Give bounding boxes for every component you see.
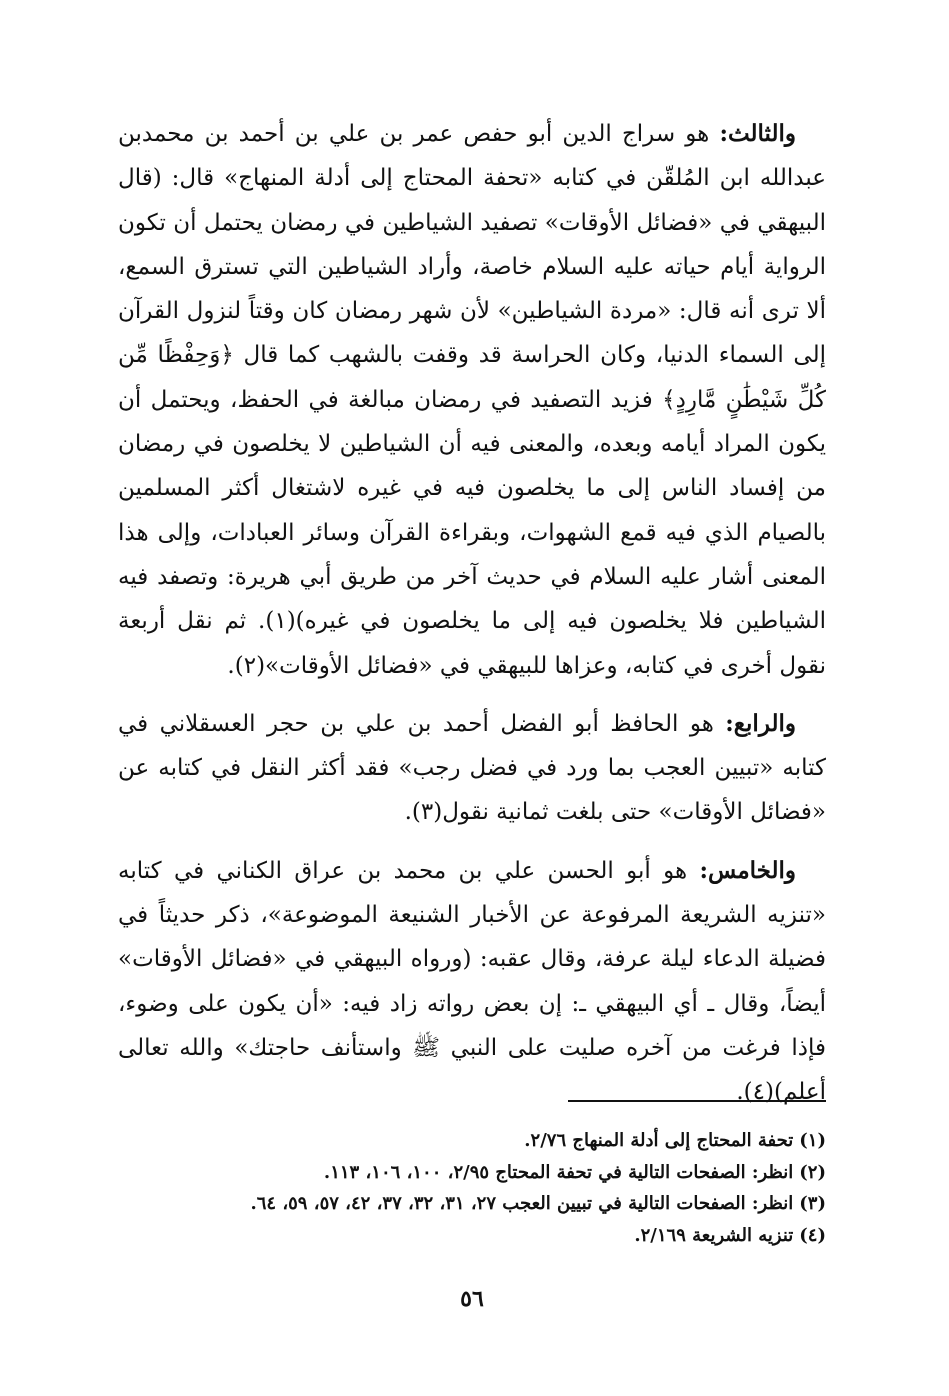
footnote-separator [568,1100,826,1102]
paragraph-lead: والرابع: [725,709,797,737]
paragraph-text: هو الحافظ أبو الفضل أحمد بن علي بن حجر العسقلاني في كتابه «تبيين العجب بما ورد في فضل رجب» فقد أكثر النقل في كتابه عن «فضائل الأوقات» حتى بلغت ثمانية نقول(٣). [118,710,826,826]
footnote-number: (٣) [799,1193,826,1214]
paragraph-lead: والثالث: [719,120,796,147]
footnote-item [118,1157,826,1189]
footnote-item [118,1220,826,1252]
paragraph-text: هو أبو الحسن علي بن محمد بن عراق الكناني في كتابه «تنزيه الشريعة المرفوعة عن الأخبار الشنيعة الموضوعة»، ذكر حديثاً في فضيلة الدعاء ليلة عرفة، وقال عقبه: (ورواه البيهقي في «فضائل الأوقات» أيضاً، وقال ـ أي البيهقي ـ: إن بعض رواته زاد فيه: «أن يكون على وضوء، فإذا فرغت من آخره صليت على النبي ﷺ واستأنف حاجتك» والله تعالى أعلم)(٤). [118,857,826,1106]
paragraph-lead: والخامس: [699,856,796,884]
footnote-item [118,1125,826,1157]
footnote-number: (٢) [799,1161,826,1183]
paragraph-fifth-source [118,849,826,1115]
page-number: ٥٦ [460,1286,484,1312]
paragraph-fourth-source [118,702,826,835]
book-page [118,0,826,1396]
footnote-text: تنزيه الشريعة ٢/١٦٩. [634,1224,794,1246]
main-text [118,112,826,1115]
footnote-text: انظر: الصفحات التالية في تبيين العجب ٢٧، ٣١، ٣٢، ٣٧، ٤٢، ٥٧، ٥٩، ٦٤. [250,1193,794,1214]
footnote-text: تحفة المحتاج إلى أدلة المنهاج ٢/٧٦. [524,1130,794,1151]
paragraph-third-source [118,112,826,688]
footnotes [118,1125,826,1251]
footnote-number: (٤) [799,1224,826,1246]
footnote-text: انظر: الصفحات التالية في تحفة المحتاج ٢/٩٥، ١٠٠، ١٠٦، ١١٣. [323,1161,794,1183]
footnote-item [118,1188,826,1220]
footnote-number: (١) [799,1130,826,1151]
paragraph-text: هو سراج الدين أبو حفص عمر بن علي بن أحمد بن محمدبن عبدالله ابن المُلقّن في كتابه «تحفة المحتاج إلى أدلة المنهاج» قال: (قال البيهقي في «فضائل الأوقات» تصفيد الشياطين في رمضان يحتمل أن تكون الرواية أيام حياته عليه السلام خاصة، وأراد الشياطين التي تسترق السمع، ألا ترى أنه قال: «مردة الشياطين» لأن شهر رمضان كان وقتاً لنزول القرآن إلى السماء الدنيا، وكان الحراسة قد وقفت بالشهب كما قال ﴿وَحِفْظًا مِّن كُلِّ شَيْطَٰنٍ مَّارِدٍ﴾ فزيد التصفيد في رمضان مبالغة في الحفظ، ويحتمل أن يكون المراد أيامه وبعده، والمعنى فيه أن الشياطين لا يخلصون في رمضان من إفساد الناس إلى ما يخلصون فيه في غيره لاشتغال أكثر المسلمين بالصيام الذي فيه قمع الشهوات، وبقراءة القرآن وسائر العبادات، وإلى هذا المعنى أشار عليه السلام في حديث آخر من طريق أبي هريرة: وتصفد فيه الشياطين فلا يخلصون فيه إلى ما يخلصون في غيره)(١). ثم نقل أربعة نقول أخرى في كتابه، وعزاها للبيهقي في «فضائل الأوقات»(٢). [118,121,827,679]
